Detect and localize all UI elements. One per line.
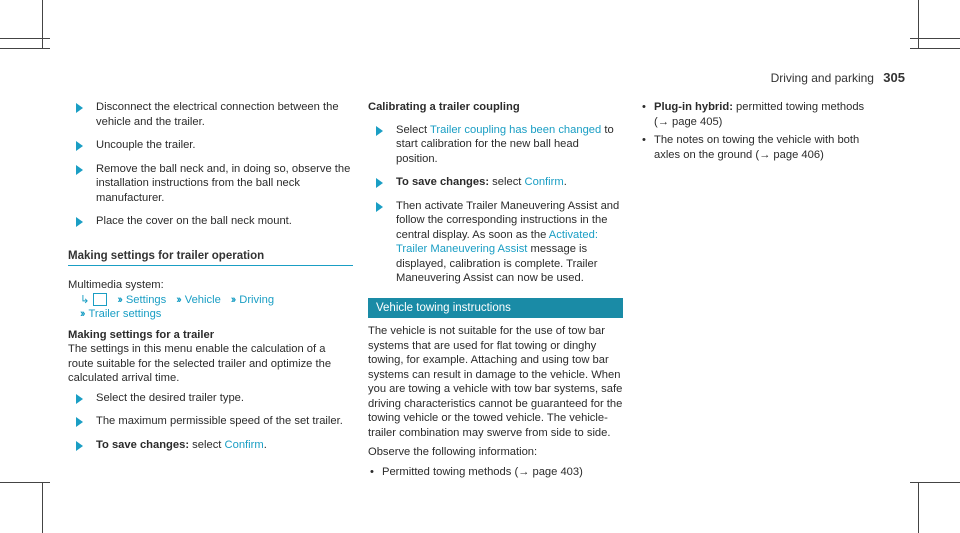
trailer-coupling-link[interactable]: Trailer coupling has been changed (430, 123, 602, 136)
crop-mark (918, 0, 919, 48)
step: Select the desired trailer type. (68, 391, 353, 406)
menu-path (68, 278, 353, 322)
column-left (68, 100, 353, 461)
step-arrow-icon (76, 103, 83, 113)
path-driving[interactable]: Driving (239, 293, 275, 306)
subsection-text: The settings in this menu enable the calculation of a route suitable for the selected trailer and optimize the calculated arrival time. (68, 343, 332, 384)
step-arrow-icon (76, 217, 83, 227)
step-arrow-icon (376, 178, 383, 188)
step: The maximum permissible speed of the set trailer. (68, 414, 353, 429)
crop-mark (42, 0, 43, 48)
section-bar: Vehicle towing instructions (368, 298, 623, 319)
activated-message: Activated: Trailer Maneuvering Assist (396, 228, 598, 255)
step: Uncouple the trailer. (68, 138, 353, 153)
chevron-icon: ›› (80, 308, 84, 320)
column-middle (368, 100, 623, 483)
step: Remove the ball neck and, in doing so, observe the installation instructions from the ball neck manufacturer. (68, 162, 353, 206)
step-arrow-icon (376, 202, 383, 212)
towing-paragraph: The vehicle is not suitable for the use of tow bar systems that are used for flat towing or dinghy towing, for example. Attaching and using tow bar systems can result in damage to the vehicle. When you are towing a vehicle with tow bar systems, safe driving characteristics cannot be guaranteed for the towing vehicle or the towed vehicle. The vehicle-trailer combination may swerve from side to side. (368, 325, 623, 439)
page-header (771, 70, 905, 85)
column-right (640, 100, 880, 166)
crop-mark (42, 482, 43, 533)
list-item: • The notes on towing the vehicle with both axles on the ground (→ page 406) (642, 134, 860, 161)
section-title: Making settings for trailer operation (68, 249, 353, 267)
chevron-icon: ›› (117, 293, 121, 306)
step: To save changes: select Confirm. (368, 175, 623, 190)
step: Place the cover on the ball neck mount. (68, 214, 353, 229)
path-settings[interactable]: Settings (125, 293, 167, 306)
step-arrow-icon (76, 394, 83, 404)
step: Select Trailer coupling has been changed to start calibration for the new ball head position. (368, 123, 623, 167)
confirm-link[interactable]: Confirm (524, 176, 564, 188)
section-title: Calibrating a trailer coupling (368, 101, 520, 113)
path-trailer-settings[interactable]: Trailer settings (88, 308, 162, 320)
crop-mark (918, 482, 919, 533)
return-arrow-icon: ↳ (80, 293, 90, 306)
step-arrow-icon (76, 141, 83, 151)
observe-text: Observe the following information: (368, 446, 538, 458)
confirm-link[interactable]: Confirm (224, 438, 264, 451)
step-arrow-icon (76, 441, 83, 451)
step: To save changes: select Confirm. (68, 438, 353, 453)
path-vehicle[interactable]: Vehicle (184, 293, 221, 306)
list-item: • Permitted towing methods (→ page 403) (370, 465, 583, 478)
step-arrow-icon (76, 417, 83, 427)
multimedia-label: Multimedia system: (68, 279, 164, 291)
crop-mark (910, 48, 960, 49)
crop-mark (0, 48, 50, 49)
chevron-icon: ›› (176, 293, 180, 306)
step-arrow-icon (376, 126, 383, 136)
chevron-icon: ›› (230, 293, 235, 306)
step: Disconnect the electrical connection between the vehicle and the trailer. (68, 100, 353, 129)
header-title: Driving and parking (770, 71, 874, 85)
home-icon[interactable] (93, 293, 107, 306)
step: Then activate Trailer Maneuvering Assist and follow the corresponding instructions in the central display. As soon as the Activated: Trailer Maneuvering Assist message is displayed, calibration is complete. Trailer Maneuvering Assist can now be used. (368, 199, 623, 286)
step-arrow-icon (76, 165, 83, 175)
subsection-title: Making settings for a trailer (68, 328, 215, 341)
page-number: 305 (883, 70, 905, 85)
list-item: • Plug-in hybrid: permitted towing methods (→ page 405) (642, 101, 865, 128)
